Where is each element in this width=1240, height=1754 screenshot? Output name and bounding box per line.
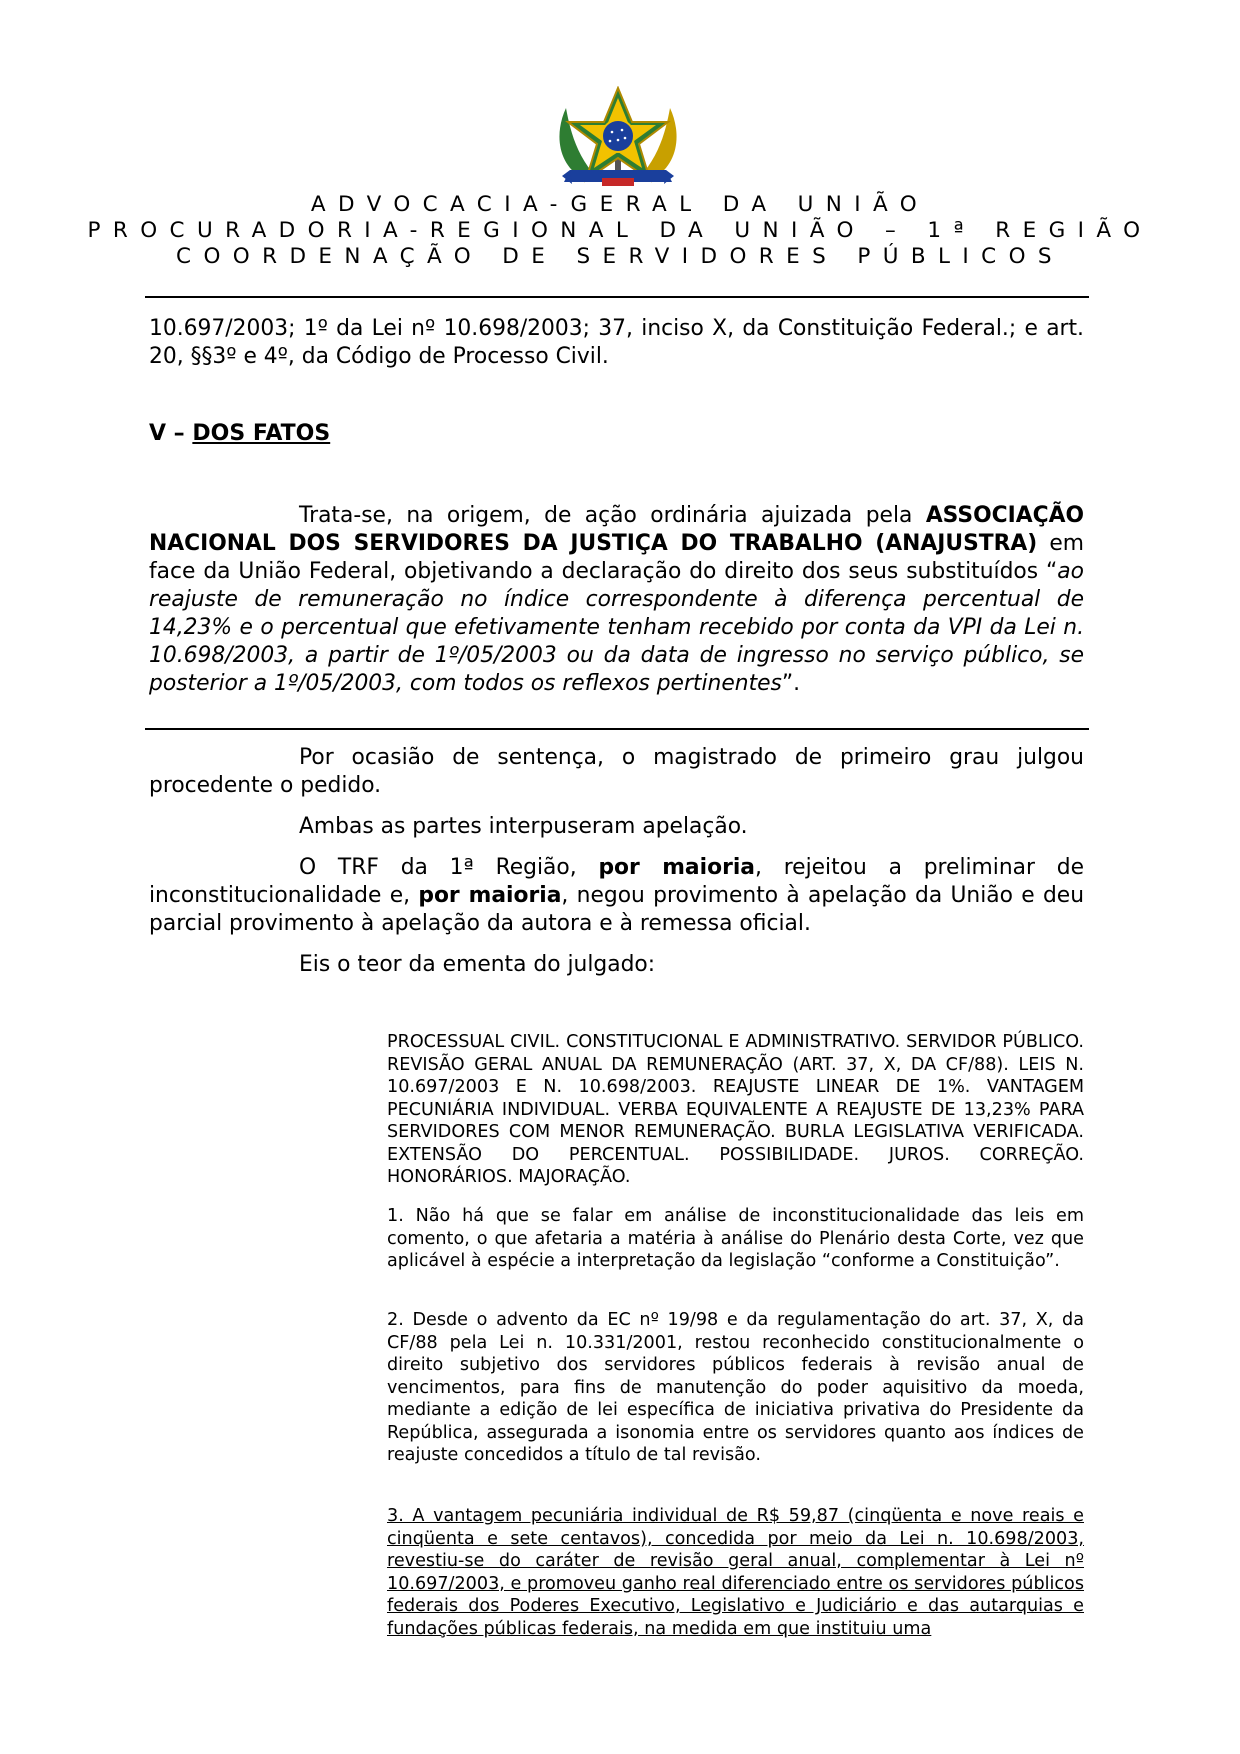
facts-paragraph-3 [149, 813, 1084, 841]
facts-paragraph-5 [149, 951, 1084, 979]
p1-association-name: ASSOCIAÇÃO NACIONAL DOS SERVIDORES DA JUSTIÇA DO TRABALHO (ANAJUSTRA) [149, 503, 1084, 556]
header-line-agency: ADVOCACIA-GERAL DA UNIÃO [310, 192, 930, 217]
p1-quoted-claim: ao reajuste de remuneração no índice correspondente à diferença percentual de 14,23% e o percentual que efetivamente tenham recebido por conta da VPI da Lei n. 10.698/2003, a partir de 1º/05/2003 ou da data de ingresso no serviço público, se posterior a 1º/05/2003, com todos os reflexos pertinentes [149, 559, 1084, 696]
header-line-coordenacao: COORDENAÇÃO DE SERVIDORES PÚBLICOS [176, 244, 1064, 269]
section-title: DOS FATOS [192, 421, 331, 446]
p5-text: Eis o teor da ementa do julgado: [299, 952, 656, 977]
header-divider [145, 296, 1089, 298]
coat-of-arms-emblem [552, 86, 684, 190]
ementa-item-2-text: 2. Desde o advento da EC nº 19/98 e da regulamentação do art. 37, X, da CF/88 pela Lei n. 10.331/2001, restou reconhecido constitucionalmente o direito subjetivo dos servidores públicos federais à revisão anual de vencimentos, para fins de manutenção do poder aquisitivo da moeda, mediante a edição de lei específica de iniciativa privativa do Presidente da República, assegurada a isonomia entre os servidores quanto aos índices de reajuste concedidos a título de tal revisão. [387, 1310, 1084, 1465]
p4-bold-1: por maioria [598, 855, 755, 880]
intro-paragraph [149, 315, 1084, 371]
ementa-item-3-text: 3. A vantagem pecuniária individual de R$ 59,87 (cinqüenta e nove reais e cinqüenta e sete centavos), concedida por meio da Lei n. 10.698/2003, revestiu-se do caráter de revisão geral anual, complementar à Lei nº 10.697/2003, e promoveu ganho real diferenciado entre os servidores públicos federais dos Poderes Executivo, Legislativo e Judiciário e das autarquias e fundações públicas federais, na medida em que instituiu uma [387, 1506, 1084, 1639]
facts-paragraph-2 [149, 744, 1084, 800]
p4-bold-2: por maioria [418, 883, 562, 908]
ementa-heading [387, 1031, 1084, 1189]
section-heading [149, 421, 330, 446]
p1-text-c: em face da União Federal, objetivando a declaração do direito dos seus substituídos “ [149, 531, 1084, 584]
p4-text-c: , rejeitou a preliminar de inconstitucionalidade e, [149, 855, 1084, 908]
ementa-item-1-text: 1. Não há que se falar em análise de inconstitucionalidade das leis em comento, o que afetaria a matéria à análise do Plenário desta Corte, vez que aplicável à espécie a interpretação da legislação “conforme a Constituição”. [387, 1206, 1084, 1271]
p1-text-e: ”. [781, 671, 801, 696]
ementa-item-3 [387, 1505, 1084, 1640]
paragraph-divider [145, 728, 1089, 730]
ementa-item-1 [387, 1205, 1084, 1273]
p2-text: Por ocasião de sentença, o magistrado de primeiro grau julgou procedente o pedido. [149, 745, 1084, 798]
ementa-heading-text: PROCESSUAL CIVIL. CONSTITUCIONAL E ADMINISTRATIVO. SERVIDOR PÚBLICO. REVISÃO GERAL ANUAL DA REMUNERAÇÃO (ART. 37, X, DA CF/88). LEIS N. 10.697/2003 E N. 10.698/2003. REAJUSTE LINEAR DE 1%. VANTAGEM PECUNIÁRIA INDIVIDUAL. VERBA EQUIVALENTE A REAJUSTE DE 13,23% PARA SERVIDORES COM MENOR REMUNERAÇÃO. BURLA LEGISLATIVA VERIFICADA. EXTENSÃO DO PERCENTUAL. POSSIBILIDADE. JUROS. CORREÇÃO. HONORÁRIOS. MAJORAÇÃO. [387, 1032, 1084, 1187]
header-line-procuradoria: PROCURADORIA-REGIONAL DA UNIÃO – 1ª REGIÃO [87, 218, 1153, 243]
facts-paragraph-4 [149, 854, 1084, 938]
ementa-item-2 [387, 1309, 1084, 1467]
facts-paragraph-1 [149, 502, 1084, 698]
section-number: V – [149, 421, 193, 446]
p4-text-e: , negou provimento à apelação da União e deu parcial provimento à apelação da autora e à remessa oficial. [149, 883, 1085, 936]
p1-text-a: Trata-se, na origem, de ação ordinária ajuizada pela [299, 503, 926, 528]
intro-text: 10.697/2003; 1º da Lei nº 10.698/2003; 37, inciso X, da Constituição Federal.; e art. 20, §§3º e 4º, da Código de Processo Civil. [149, 316, 1084, 369]
p4-text-a: O TRF da 1ª Região, [299, 855, 599, 880]
p3-text: Ambas as partes interpuseram apelação. [299, 814, 748, 839]
